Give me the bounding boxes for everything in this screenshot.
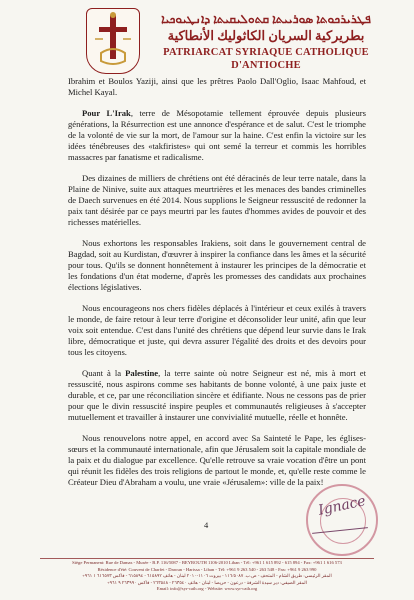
paragraph-5: Nous encourageons nos chers fidèles déplacés à l'intérieur et ceux exilés à travers le monde, de faire retour à leur terre d'origine et déconsolider leur unité, afin que leur voix soit entendue. C'est dans l'unité des chrétiens que dépend leur survie dans le Irak libre, démocratique et juste, qui devra assurer l'égalité des droits et des devoirs pour tous les citoyens.: [68, 302, 366, 357]
footer-address-fr: Siège Permanent: Rue de Damas - Musée - B.P. 116/5087 - BEYROUTH 1106-2010 Liban - Tél: +961 1 615 892 - 615 894 - Fax: +961 1 616 573: [72, 560, 342, 565]
iraq-heading: Pour L'Irak: [82, 107, 131, 118]
letterhead: [0, 0, 414, 78]
paragraph-7: Nous renouvelons notre appel, en accord avec Sa Sainteté le Pape, les églises-sœurs et la communauté internationale, afin que Jérusalem soit la capitale mondiale de la paix et du dialogue par excellence. Qu'elle retrouve sa vraie vocation d'être un pont qui réunit les fidèles des trois religions de partout le monde, et, qu'elle reste comme le Créateur Dieu d'Abraham a voulu, une vraie «Jérusalem»: ville de la paix!: [68, 432, 366, 487]
letter-body: [68, 76, 366, 498]
signature: Ignace: [316, 493, 368, 519]
paragraph-3: Des dizaines de milliers de chrétiens ont été déracinés de leur terre natale, dans la Plaine de Ninive, suite aux attaques meurtrières et les menaces des bandes criminelles de Daech survenues en été 2014. Nous supplions le Seigneur ressuscité de redonner la paix tant désirée par ce pays meurtri par les fautes d'hommes avides de pouvoir et des richesses matérielles.: [68, 172, 366, 228]
footer-summer-fr: Résidence d'été: Couvent de Charfet - Daroun - Harissa - Liban - Tél: +961 9 263 540 - 263 548 - Fax: +961 9 263 990: [97, 566, 317, 572]
palestine-heading: Palestine: [125, 367, 159, 378]
paragraph-palestine: Quant à la Palestine, la terre sainte où notre Seigneur est né, mis à mort et ressuscité, nous aspirons comme ses habitants de bonne volonté, à une paix juste et durable, et ce, par une réconciliation sincère et édifiante. Nous ne cessons pas de prier pour que le divin ressuscité inspire peuples et communautés religieuses à s'accepter mutuellement et travailler à instaurer une convivialité mutuelle, réelle et honnête.: [68, 367, 367, 422]
paragraph-4: Nous exhortons les responsables Irakiens, soit dans le gouvernement central de Bagdad, soit au Kurdistan, d'œuvrer à inspirer la confiance dans les âmes et la sécurité pour tous. Qu'ils se donnent honnêtement à instaurer les principes de la démocratie et les fondations d'un état moderne, d'après les promesses des candidats aux prochaines élections législatives.: [68, 237, 366, 292]
patriarchal-crest-logo: [86, 8, 140, 74]
syriac-title: ܦܛܪܝܪܟܘܬܐ ܣܘܪܝܝܬܐ ܩܬܘܠܝܩܝܬܐ ܕܐܢܛܝܘܟܝܐ: [161, 12, 371, 26]
latin-title: PATRIARCAT SYRIAQUE CATHOLIQUE D'ANTIOCHE: [163, 47, 369, 71]
page-number: 4: [204, 520, 209, 530]
footer-divider: [40, 558, 374, 559]
footer: [30, 560, 384, 593]
arabic-title: بطريركية السريان الكاثوليك الأنطاكية: [167, 28, 365, 43]
paragraph-1: Ibrahim et Boulos Yaziji, ainsi que les prêtres Paolo Dall'Oglio, Isaac Mahfoud, et Michel Kayal.: [68, 76, 366, 98]
footer-contact: Email: info@syr-cath.org - Website: www.syr-cath.org: [156, 586, 258, 592]
paragraph-iraq: Pour L'Irak, terre de Mésopotamie tellement éprouvée depuis plusieurs générations, la Résurrection est une annonce d'espérance et de salut. C'est le triomphe de la volonté de vie sur la mort, de l'amour sur la haine. C'est enfin la victoire sur les idées ténébreuses des «takfiristes» qui ont semé la terreur et commis les horribles massacres par fanatisme et radicalisme.: [68, 107, 366, 163]
footer-address-ar: المقر الرئيسي: طريق الشام - المتحف - ص.ب. ١١٦/٥٠٨٧ - بيروت ١١٠٦-٢٠١٠ لبنان - هاتف ٦١٥٨٩٢ - ٦١٥٨٩٤ - فاكس ٦١٦٥٧٣ ١ ٩٦١+: [82, 573, 332, 579]
footer-summer-ar: المقر الصيفي: دير سيدة الشرفة - درعون - حريصا - لبنان - هاتف ٢٦٣٥٤٠ - ٢٦٣٥٤٨ - فاكس ٢٦٣٩٩٠ ٩ ٩٦١+: [107, 579, 307, 585]
official-seal-stamp: [306, 484, 378, 556]
